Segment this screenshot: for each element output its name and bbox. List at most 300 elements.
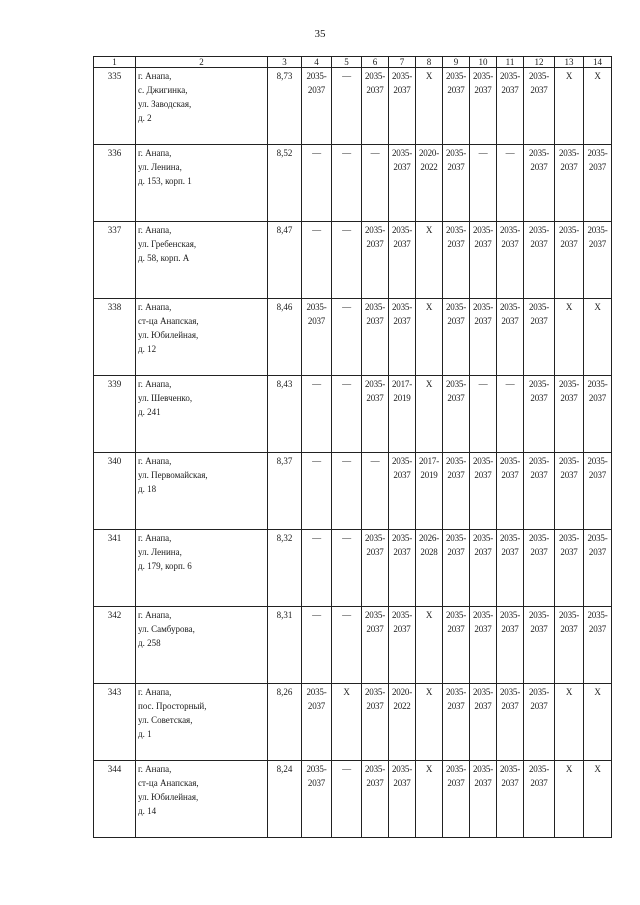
year-range-start: 2035- [365,302,385,312]
year-range-start: 2035- [587,225,608,235]
schedule-cell [584,222,612,299]
year-range-start: 2035- [365,71,385,81]
schedule-cell: — [332,761,362,838]
schedule-cell [555,530,584,607]
address-line: ул. Ленина, [138,162,182,172]
year-range-start: 2035- [473,533,493,543]
row-number: 343 [94,684,136,761]
year-range-start: 2035- [473,687,493,697]
address-line: ул. Заводская, [138,99,192,109]
schedule-cell [362,761,389,838]
column-number: 12 [524,57,555,68]
year-range-start: 2017- [419,456,439,466]
year-range-end: 2037 [393,547,411,557]
schedule-cell: X [555,684,584,761]
year-range-start: 2035- [392,764,412,774]
address-line: ул. Первомайская, [138,470,208,480]
schedule-cell [389,761,416,838]
year-range-end: 2037 [447,624,465,634]
schedule-cell [362,376,389,453]
schedule-cell: — [332,145,362,222]
year-range-start: 2035- [559,379,579,389]
year-range-start: 2035- [529,379,549,389]
schedule-cell [470,684,497,761]
schedule-cell [362,684,389,761]
year-range-end: 2037 [366,547,384,557]
schedule-cell [470,530,497,607]
registry-table [93,56,612,838]
schedule-cell [524,376,555,453]
year-range-end: 2037 [393,316,411,326]
year-range-end: 2037 [447,470,465,480]
schedule-cell [497,684,524,761]
schedule-cell [524,222,555,299]
address-line: г. Анапа, [138,764,172,774]
schedule-cell: — [332,453,362,530]
year-range-end: 2037 [560,624,578,634]
schedule-cell [524,453,555,530]
year-range-start: 2035- [529,302,549,312]
schedule-cell [443,761,470,838]
address-cell [136,530,268,607]
year-range-start: 2035- [306,764,327,774]
year-range-start: 2035- [392,71,412,81]
address-cell [136,376,268,453]
year-range-start: 2035- [500,302,520,312]
year-range-start: 2035- [529,610,549,620]
year-range-start: 2035- [587,610,608,620]
table-row [94,376,612,453]
year-range-start: 2035- [529,148,549,158]
year-range-start: 2020- [392,687,412,697]
schedule-cell [524,145,555,222]
row-number: 341 [94,530,136,607]
year-range-start: 2035- [392,533,412,543]
schedule-cell [584,453,612,530]
column-number: 13 [555,57,584,68]
schedule-cell [443,530,470,607]
year-range-end: 2037 [393,778,411,788]
address-line: д. 2 [138,113,152,123]
year-range-start: 2035- [559,533,579,543]
year-range-start: 2035- [529,687,549,697]
year-range-end: 2037 [501,778,519,788]
schedule-cell: X [555,761,584,838]
year-range-start: 2035- [500,610,520,620]
schedule-cell [470,222,497,299]
address-line: д. 241 [138,407,161,417]
schedule-cell: — [302,607,332,684]
year-range-start: 2035- [529,764,549,774]
year-range-end: 2037 [530,778,548,788]
schedule-cell [362,607,389,684]
year-range-start: 2035- [446,379,466,389]
year-range-start: 2035- [587,379,608,389]
column-number: 11 [497,57,524,68]
year-range-end: 2037 [474,778,492,788]
schedule-cell [389,530,416,607]
year-range-start: 2035- [473,610,493,620]
year-range-start: 2035- [446,687,466,697]
year-range-end: 2019 [420,470,438,480]
schedule-cell: X [584,68,612,145]
year-range-start: 2035- [529,533,549,543]
year-range-end: 2037 [474,470,492,480]
schedule-cell: X [584,299,612,376]
table-row [94,68,612,145]
schedule-cell [470,453,497,530]
address-line: ул. Гребенская, [138,239,197,249]
address-line: ул. Ленина, [138,547,182,557]
schedule-cell [302,761,332,838]
address-line: г. Анапа, [138,71,172,81]
year-range-start: 2035- [559,456,579,466]
schedule-cell [584,607,612,684]
schedule-cell: — [302,222,332,299]
year-range-start: 2035- [392,225,412,235]
year-range-end: 2037 [447,701,465,711]
table-row [94,607,612,684]
year-range-end: 2037 [560,162,578,172]
address-cell [136,222,268,299]
schedule-cell: — [497,145,524,222]
schedule-cell: — [362,453,389,530]
year-range-start: 2035- [365,533,385,543]
row-number: 339 [94,376,136,453]
schedule-cell: — [470,145,497,222]
year-range-start: 2035- [473,764,493,774]
year-range-end: 2037 [447,778,465,788]
row-number: 340 [94,453,136,530]
column-number: 1 [94,57,136,68]
year-range-end: 2037 [366,239,384,249]
year-range-start: 2035- [446,764,466,774]
value-cell: 8,24 [268,761,302,838]
year-range-start: 2035- [473,71,493,81]
column-number: 6 [362,57,389,68]
value-cell: 8,32 [268,530,302,607]
year-range-end: 2037 [474,316,492,326]
schedule-cell: X [416,607,443,684]
column-number: 9 [443,57,470,68]
year-range-start: 2026- [419,533,439,543]
year-range-end: 2037 [530,393,548,403]
year-range-end: 2037 [474,239,492,249]
year-range-end: 2037 [393,624,411,634]
table-row [94,684,612,761]
year-range-end: 2037 [474,85,492,95]
year-range-end: 2037 [588,393,607,403]
schedule-cell: — [497,376,524,453]
schedule-cell [443,222,470,299]
schedule-cell [443,145,470,222]
address-cell [136,607,268,684]
year-range-end: 2037 [393,162,411,172]
page-number: 35 [314,28,326,40]
address-line: г. Анапа, [138,302,172,312]
schedule-cell [555,145,584,222]
year-range-start: 2035- [365,225,385,235]
schedule-cell [389,145,416,222]
table-body [94,68,612,838]
schedule-cell: X [555,68,584,145]
address-line: д. 179, корп. 6 [138,561,192,571]
schedule-cell: — [362,145,389,222]
row-number: 338 [94,299,136,376]
year-range-start: 2035- [529,71,549,81]
schedule-cell [470,68,497,145]
year-range-start: 2035- [473,456,493,466]
year-range-end: 2037 [501,316,519,326]
address-line: г. Анапа, [138,533,172,543]
address-line: г. Анапа, [138,225,172,235]
schedule-cell [443,299,470,376]
year-range-end: 2037 [530,701,548,711]
table-row [94,761,612,838]
address-cell [136,453,268,530]
column-number: 2 [136,57,268,68]
year-range-end: 2037 [307,778,326,788]
year-range-end: 2037 [501,547,519,557]
schedule-cell: X [416,222,443,299]
year-range-end: 2037 [474,624,492,634]
year-range-end: 2037 [307,85,326,95]
year-range-start: 2035- [500,456,520,466]
year-range-end: 2037 [366,316,384,326]
year-range-start: 2035- [500,71,520,81]
year-range-end: 2037 [588,624,607,634]
year-range-end: 2037 [588,470,607,480]
schedule-cell [524,299,555,376]
row-number: 336 [94,145,136,222]
schedule-cell [524,530,555,607]
schedule-cell [389,607,416,684]
address-line: ул. Самбурова, [138,624,195,634]
schedule-cell [302,68,332,145]
schedule-cell [497,299,524,376]
address-line: г. Анапа, [138,610,172,620]
schedule-cell [389,684,416,761]
address-line: г. Анапа, [138,456,172,466]
schedule-cell [443,68,470,145]
year-range-start: 2035- [500,533,520,543]
year-range-end: 2037 [474,547,492,557]
year-range-end: 2037 [366,701,384,711]
table-row [94,453,612,530]
table-row [94,145,612,222]
schedule-cell: — [332,299,362,376]
schedule-cell [443,684,470,761]
row-number: 335 [94,68,136,145]
year-range-start: 2035- [365,610,385,620]
year-range-end: 2037 [366,85,384,95]
year-range-end: 2037 [366,778,384,788]
year-range-start: 2035- [446,533,466,543]
year-range-end: 2037 [530,316,548,326]
address-cell [136,684,268,761]
column-number: 4 [302,57,332,68]
schedule-cell: — [332,222,362,299]
schedule-cell: — [302,530,332,607]
table-row [94,299,612,376]
year-range-start: 2035- [365,764,385,774]
year-range-end: 2022 [420,162,438,172]
address-line: ул. Советская, [138,715,193,725]
year-range-end: 2028 [420,547,438,557]
address-cell [136,68,268,145]
address-line: ул. Юбилейная, [138,330,199,340]
address-cell [136,761,268,838]
year-range-start: 2035- [500,225,520,235]
schedule-cell [389,68,416,145]
year-range-start: 2035- [529,456,549,466]
column-number: 10 [470,57,497,68]
schedule-cell: X [584,684,612,761]
year-range-start: 2035- [392,148,412,158]
year-range-end: 2037 [530,85,548,95]
address-line: ул. Юбилейная, [138,792,199,802]
year-range-end: 2037 [307,316,326,326]
schedule-cell: X [555,299,584,376]
schedule-cell [555,453,584,530]
year-range-start: 2035- [500,687,520,697]
year-range-end: 2037 [447,239,465,249]
address-line: д. 18 [138,484,157,494]
year-range-end: 2037 [530,547,548,557]
schedule-cell [302,299,332,376]
schedule-cell: — [332,68,362,145]
address-cell [136,145,268,222]
schedule-cell [584,145,612,222]
year-range-start: 2035- [392,302,412,312]
year-range-start: 2020- [419,148,439,158]
schedule-cell [470,607,497,684]
schedule-cell [443,453,470,530]
value-cell: 8,73 [268,68,302,145]
schedule-cell: X [332,684,362,761]
schedule-cell: X [416,761,443,838]
schedule-cell [389,299,416,376]
row-number: 337 [94,222,136,299]
year-range-end: 2037 [501,85,519,95]
address-line: д. 12 [138,344,157,354]
year-range-start: 2035- [587,456,608,466]
year-range-start: 2035- [306,687,327,697]
schedule-cell: — [332,530,362,607]
column-number: 8 [416,57,443,68]
year-range-end: 2037 [447,316,465,326]
row-number: 342 [94,607,136,684]
year-range-end: 2037 [560,239,578,249]
year-range-start: 2035- [392,610,412,620]
address-line: д. 258 [138,638,161,648]
column-number: 7 [389,57,416,68]
year-range-end: 2037 [560,470,578,480]
year-range-start: 2035- [559,610,579,620]
year-range-end: 2037 [530,470,548,480]
year-range-end: 2022 [393,701,411,711]
address-line: д. 14 [138,806,157,816]
schedule-cell [497,530,524,607]
year-range-start: 2035- [446,148,466,158]
schedule-cell: X [584,761,612,838]
schedule-cell [443,376,470,453]
schedule-cell [416,530,443,607]
schedule-cell [584,530,612,607]
schedule-cell [497,607,524,684]
year-range-start: 2035- [587,148,608,158]
schedule-cell: — [302,376,332,453]
year-range-end: 2037 [501,701,519,711]
schedule-cell [443,607,470,684]
year-range-start: 2035- [446,302,466,312]
schedule-cell: — [302,145,332,222]
year-range-end: 2037 [474,701,492,711]
schedule-cell [302,684,332,761]
schedule-cell [389,376,416,453]
schedule-cell [524,761,555,838]
schedule-cell [389,222,416,299]
year-range-end: 2037 [501,470,519,480]
year-range-end: 2037 [393,85,411,95]
year-range-start: 2035- [500,764,520,774]
year-range-start: 2035- [529,225,549,235]
year-range-end: 2019 [393,393,411,403]
schedule-cell: — [332,607,362,684]
year-range-end: 2037 [393,470,411,480]
schedule-cell [470,299,497,376]
year-range-start: 2035- [446,71,466,81]
schedule-cell [416,145,443,222]
schedule-cell: X [416,68,443,145]
year-range-end: 2037 [447,393,465,403]
column-number: 14 [584,57,612,68]
address-line: г. Анапа, [138,148,172,158]
address-line: пос. Просторный, [138,701,207,711]
column-number: 5 [332,57,362,68]
year-range-start: 2035- [365,379,385,389]
schedule-cell: X [416,376,443,453]
schedule-cell [584,376,612,453]
schedule-cell [362,299,389,376]
value-cell: 8,47 [268,222,302,299]
value-cell: 8,43 [268,376,302,453]
year-range-start: 2017- [392,379,412,389]
year-range-start: 2035- [306,71,327,81]
address-line: ст-ца Анапская, [138,778,199,788]
schedule-cell [555,222,584,299]
year-range-start: 2035- [392,456,412,466]
schedule-cell: — [470,376,497,453]
schedule-cell [362,68,389,145]
schedule-cell [416,453,443,530]
year-range-start: 2035- [473,302,493,312]
year-range-end: 2037 [501,624,519,634]
year-range-end: 2037 [447,162,465,172]
address-line: г. Анапа, [138,687,172,697]
year-range-end: 2037 [501,239,519,249]
address-line: д. 153, корп. 1 [138,176,192,186]
address-cell [136,299,268,376]
value-cell: 8,46 [268,299,302,376]
value-cell: 8,37 [268,453,302,530]
year-range-start: 2035- [446,610,466,620]
address-line: ст-ца Анапская, [138,316,199,326]
value-cell: 8,26 [268,684,302,761]
value-cell: 8,31 [268,607,302,684]
schedule-cell [524,68,555,145]
table-row [94,222,612,299]
